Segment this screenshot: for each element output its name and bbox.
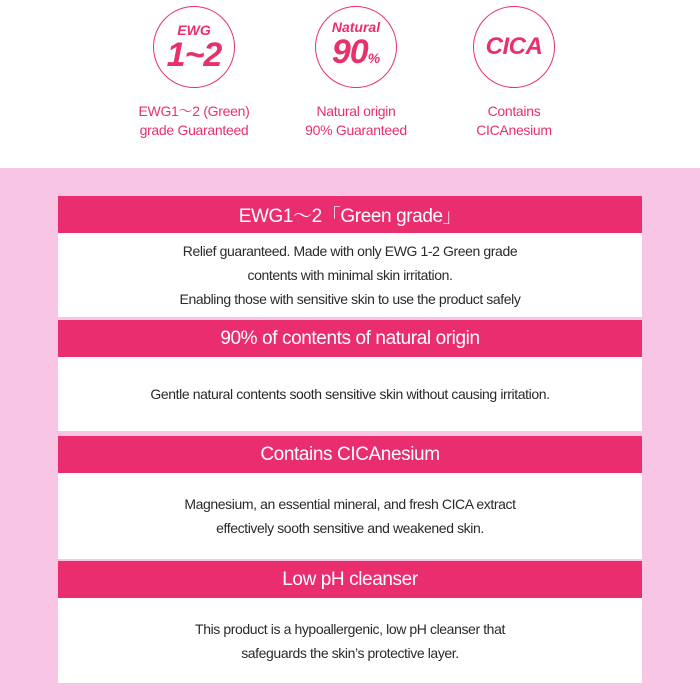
section-ewg-line: contents with minimal skin irritation.	[247, 267, 453, 283]
natural-caption-line-1: Natural origin	[316, 103, 396, 119]
natural-seal-percent: %	[367, 50, 381, 66]
section-cicanesium-line: effectively sooth sensitive and weakened skin.	[216, 520, 484, 536]
natural-badge-caption	[266, 102, 446, 140]
cica-caption-line-1: Contains	[487, 103, 541, 119]
section-cicanesium-line: Magnesium, an essential mineral, and fresh CICA extract	[184, 496, 516, 512]
cica-badge-caption	[424, 102, 604, 140]
natural-caption-line-2: 90% Guaranteed	[305, 122, 407, 138]
section-natural	[58, 320, 642, 431]
natural-origin-seal	[315, 6, 397, 88]
cica-caption-line-2: CICAnesium	[476, 122, 552, 138]
section-low-ph-line: This product is a hypoallergenic, low pH cleanser that	[195, 620, 505, 637]
badges-header	[0, 0, 700, 168]
section-natural-title: 90% of contents of natural origin	[58, 320, 642, 357]
section-low-ph-body	[58, 598, 642, 683]
section-natural-line: Gentle natural contents sooth sensitive skin without causing irritation.	[150, 386, 550, 402]
section-cicanesium-body	[58, 473, 642, 559]
badge-cica	[424, 6, 604, 140]
ewg-badge-caption	[104, 102, 284, 140]
natural-seal-number: 90	[331, 33, 368, 71]
section-ewg-line: Enabling those with sensitive skin to use the product safely	[179, 291, 521, 307]
section-low-ph-line: safeguards the skin’s protective layer.	[241, 644, 459, 661]
ewg-caption-line-1: EWG1～2 (Green)	[138, 103, 250, 119]
section-low-ph	[58, 561, 642, 683]
section-ewg	[58, 196, 642, 317]
badge-ewg	[104, 6, 284, 140]
ewg-seal-value: 1~2	[166, 36, 222, 74]
section-natural-body	[58, 357, 642, 431]
section-ewg-line: Relief guaranteed. Made with only EWG 1-2 Green grade	[182, 243, 518, 259]
cica-seal	[473, 6, 555, 88]
natural-seal-value	[332, 34, 380, 76]
badge-natural	[266, 6, 446, 140]
ewg-caption-line-2: grade Guaranteed	[139, 122, 249, 138]
ewg-grade-seal	[153, 6, 235, 88]
natural-seal-label: Natural	[331, 19, 381, 35]
section-low-ph-title: Low pH cleanser	[58, 561, 642, 598]
section-ewg-title: EWG1～2「Green grade」	[58, 196, 642, 233]
section-ewg-body	[58, 233, 642, 317]
cica-seal-value: CICA	[485, 33, 543, 60]
section-cicanesium-title: Contains CICAnesium	[58, 436, 642, 473]
section-cicanesium	[58, 436, 642, 559]
ewg-seal-label: EWG	[177, 22, 211, 38]
